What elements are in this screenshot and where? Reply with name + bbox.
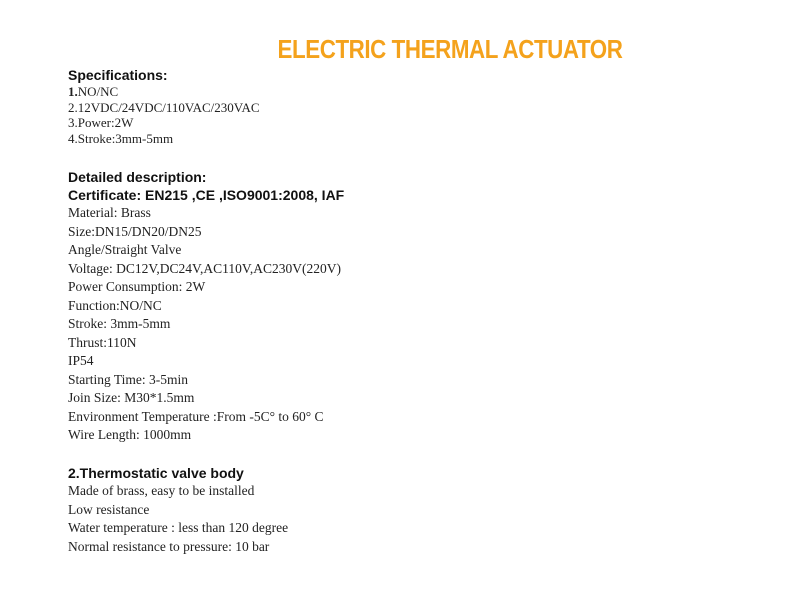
description-line: Angle/Straight Valve [68, 242, 182, 257]
description-line: Size:DN15/DN20/DN25 [68, 223, 202, 239]
spec-item-number: 1. [68, 84, 78, 99]
certificate-line: Certificate: EN215 ,CE ,ISO9001:2008, IAF [68, 187, 345, 203]
valve-body-section [68, 464, 288, 556]
spec-item [68, 131, 260, 147]
detailed-description-heading: Detailed description: [68, 169, 207, 185]
spec-item-text: NO/NC [77, 84, 119, 99]
specifications-heading: Specifications: [68, 67, 168, 83]
description-line: IP54 [68, 353, 94, 368]
specifications-section [68, 66, 260, 146]
description-line: Power Consumption: 2W [68, 279, 206, 294]
spec-item-text: 12VDC/24VDC/110VAC/230VAC [77, 99, 260, 115]
valve-body-line: Low resistance [68, 501, 150, 517]
description-line: Stroke: 3mm-5mm [68, 316, 171, 331]
valve-body-heading: 2.Thermostatic valve body [68, 465, 244, 481]
spec-item-text: Stroke:3mm-5mm [77, 130, 174, 146]
description-line: Thrust:110N [68, 334, 137, 350]
detailed-description-section [68, 168, 344, 445]
description-line: Join Size: M30*1.5mm [68, 390, 195, 405]
description-line: Material: Brass [68, 205, 151, 220]
description-line: Wire Length: 1000mm [68, 427, 192, 442]
description-line: Starting Time: 3-5min [68, 371, 189, 387]
spec-item [68, 100, 260, 116]
spec-item-text: Power:2W [77, 115, 134, 130]
valve-body-line: Normal resistance to pressure: 10 bar [68, 538, 270, 554]
spec-item [68, 84, 260, 100]
spec-item-number: 4. [68, 130, 78, 146]
spec-item-number: 3. [68, 115, 78, 130]
description-line: Environment Temperature :From -5C° to 60° C [68, 408, 324, 424]
valve-body-line: Made of brass, easy to be installed [68, 483, 255, 498]
spec-item-number: 2. [68, 99, 78, 115]
spec-item [68, 115, 260, 131]
description-line: Function:NO/NC [68, 297, 162, 313]
description-line: Voltage: DC12V,DC24V,AC110V,AC230V(220V) [68, 260, 342, 276]
page-title: ELECTRIC THERMAL ACTUATOR [277, 34, 623, 64]
valve-body-line: Water temperature : less than 120 degree [68, 520, 289, 535]
